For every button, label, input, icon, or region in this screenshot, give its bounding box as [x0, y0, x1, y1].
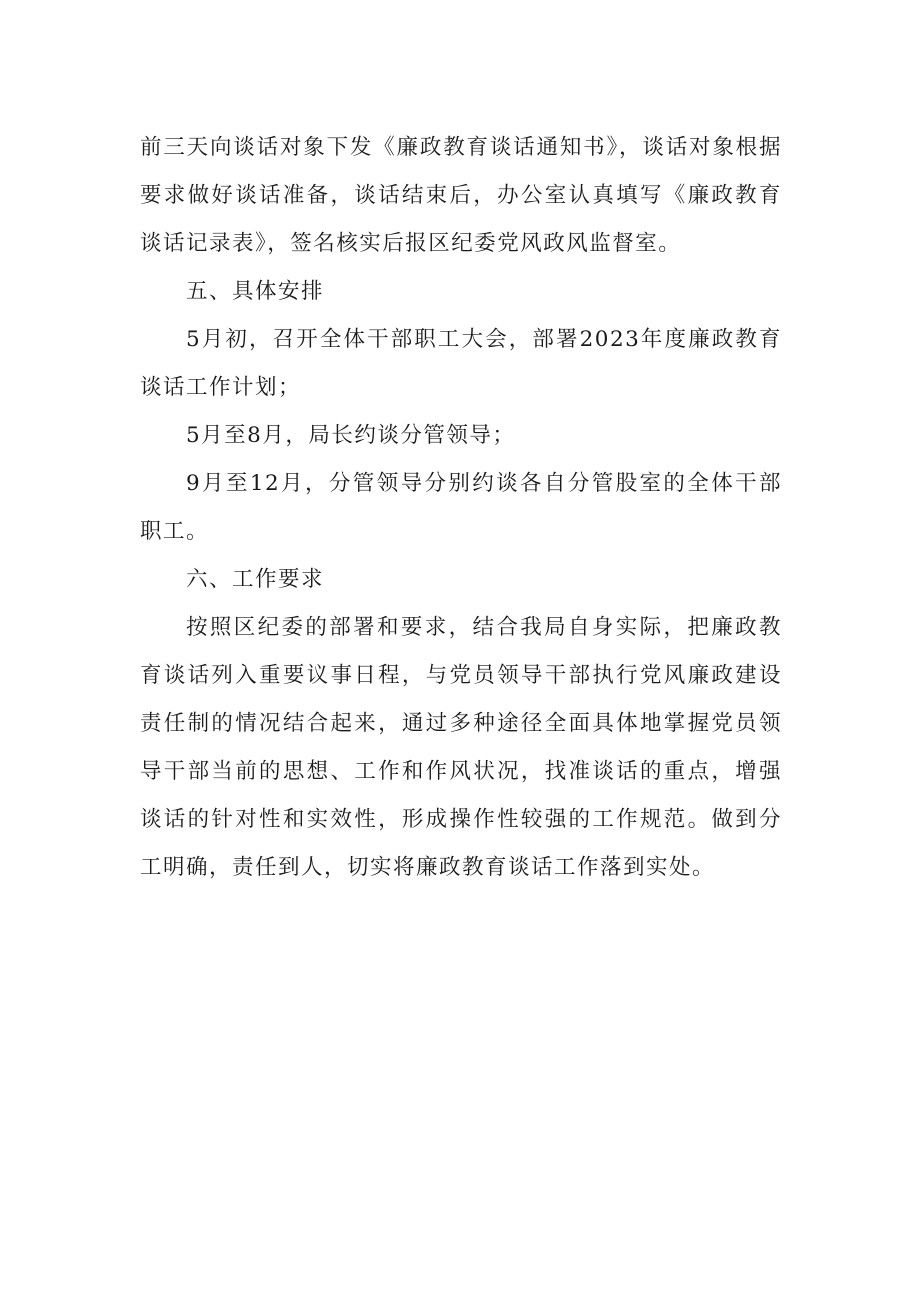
paragraph-requirements: 按照区纪委的部署和要求，结合我局自身实际，把廉政教育谈话列入重要议事日程，与党员领导干部执行党风廉政建设责任制的情况结合起来，通过多种途径全面具体地掌握党员领导干部当前的思想、工作和作风状况，找准谈话的重点，增强谈话的针对性和实效性，形成操作性较强的工作规范。做到分工明确，责任到人，切实将廉政教育谈话工作落到实处。 [140, 615, 782, 880]
paragraph-early-may: 5月初，召开全体干部职工大会，部署2023年度廉政教育谈话工作计划； [140, 327, 782, 400]
paragraph-continuation: 前三天向谈话对象下发《廉政教育谈话通知书》，谈话对象根据要求做好谈话准备，谈话结束后，办公室认真填写《廉政教育谈话记录表》，签名核实后报区纪委党风政风监督室。 [140, 135, 782, 256]
section-heading-requirements: 六、工作要求 [186, 567, 325, 592]
document-body [140, 124, 782, 892]
paragraph-september-december: 9月至12月，分管领导分别约谈各自分管股室的全体干部职工。 [140, 471, 782, 544]
paragraph-may-august: 5月至8月，局长约谈分管领导； [186, 423, 516, 448]
section-heading-arrangement: 五、具体安排 [186, 279, 325, 304]
